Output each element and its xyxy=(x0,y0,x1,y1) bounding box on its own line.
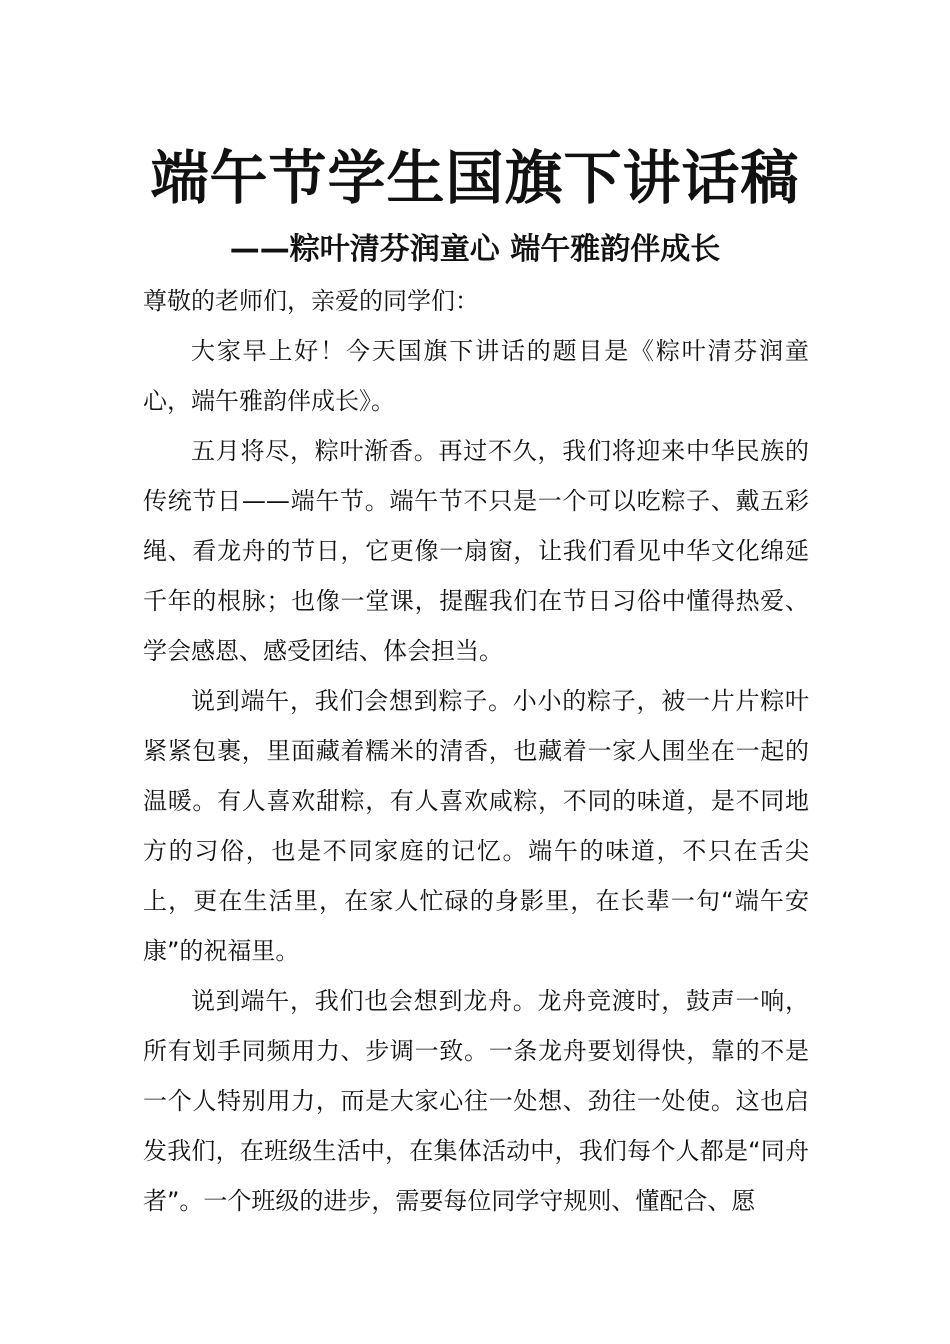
paragraph-3: 说到端午，我们会想到粽子。小小的粽子，被一片片粽叶紧紧包裹，里面藏着糯米的清香，也藏着一家人围坐在一起的温暖。有人喜欢甜粽，有人喜欢咸粽，不同的味道，是不同地方的习俗，也是不同家庭的记忆。端午的味道，不只在舌尖上，更在生活里，在家人忙碌的身影里，在长辈一句“端午安康”的祝福里。 xyxy=(143,687,809,965)
paragraph-2: 五月将尽，粽叶渐香。再过不久，我们将迎来中华民族的传统节日——端午节。端午节不只是一个可以吃粽子、戴五彩绳、看龙舟的节日，它更像一扇窗，让我们看见中华文化绵延千年的根脉；也像一堂课，提醒我们在节日习俗中懂得热爱、学会感恩、感受团结、体会担当。 xyxy=(143,437,809,665)
paragraph-4: 说到端午，我们也会想到龙舟。龙舟竞渡时，鼓声一响，所有划手同频用力、步调一致。一条龙舟要划得快，靠的不是一个人特别用力，而是大家心往一处想、劲往一处使。这也启发我们，在班级生活中，在集体活动中，我们每个人都是“同舟者”。一个班级的进步，需要每位同学守规则、懂配合、愿 xyxy=(143,987,809,1215)
document-title: 端午节学生国旗下讲话稿 xyxy=(150,144,800,212)
document-body xyxy=(143,276,809,1226)
paragraph-1: 大家早上好！今天国旗下讲话的题目是《粽叶清芬润童心，端午雅韵伴成长》。 xyxy=(143,337,809,415)
salutation: 尊敬的老师们，亲爱的同学们： xyxy=(143,287,479,315)
document-subtitle: ——粽叶清芬润童心 端午雅韵伴成长 xyxy=(229,232,721,267)
